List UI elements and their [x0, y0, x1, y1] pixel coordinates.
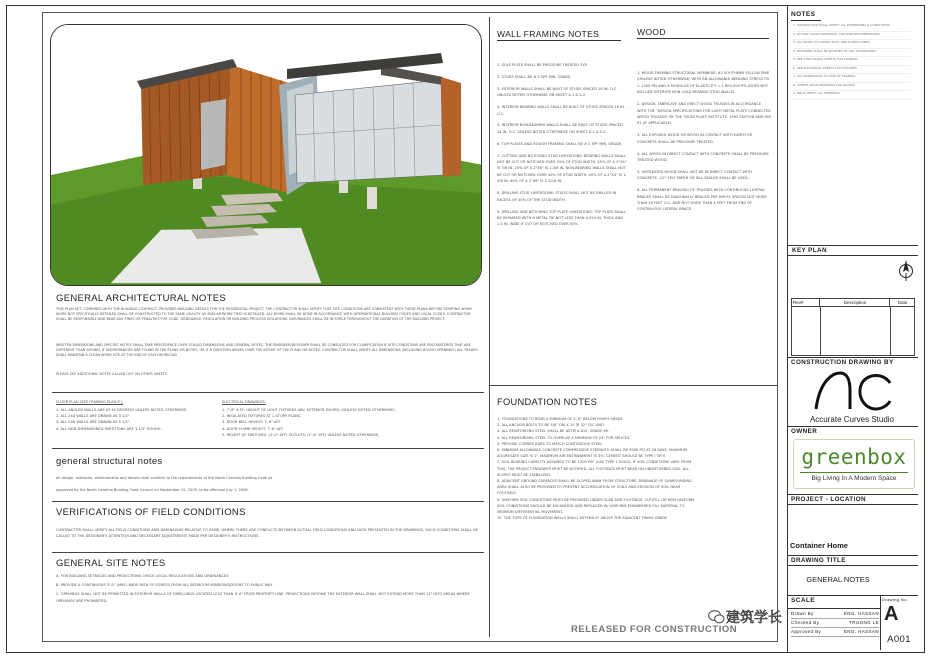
notes-underline	[791, 20, 821, 21]
structural-l2: approved by the North Carolina Building Code Council on September 15, 2005, to be effective July 1, 2006.	[56, 488, 249, 492]
sheet-number: A001	[887, 634, 911, 645]
site-item: A. FOR BUILDING SETBACKS AND PROJECTIONS CHECK LOCAL REGULATIONS AND ORDINANCES	[56, 574, 229, 578]
watermark-text: 建筑学长	[726, 610, 782, 626]
foundation-item: 8. ADJACENT GROUND SURFACES SHALL BE SLOPED AWAY FROM STRUCTURE. DRAINAGE OF SURROUNDING AREA SHALL ALSO BE PROVIDED TO PREVENT ACCUMULATION OF SOILS AND EROSION OF SOIL NEAR FOOTINGS.	[497, 479, 692, 496]
drawing-no-label: Drawing No.	[882, 597, 909, 602]
note-line: 2. DO NOT SCALE DRAWINGS, USE WRITTEN DIMENSIONS	[793, 32, 911, 41]
drawn-by: ENG. HASSAN	[843, 611, 879, 616]
rev-col-line	[820, 307, 821, 355]
verifications-text: CONTRACTOR SHALL VERIFY ALL FIELD CONDITIONS AND DIMENSIONS RELATIVE TO SAME, WHERE THERE ARE CONFLICTS BETWEEN ACTUAL FIELD CONDITIONS AND DATA PRESENTED IN THE DRAWINGS, SUCH CONDITIONS SHALL BE CALLED TO THE DESIGNER'S ATTENTION AND NECESSARY ADJUSTMENTS MADE PER DESIGNER'S INSTRUCTIONS.	[56, 528, 478, 539]
title-block	[787, 5, 917, 653]
foundation-item: 7. SOIL BEARING CAPACITY ASSUMED TO BE 1500 PSF (USE TYPE 1 SOILS). IF SOIL CONDITIONS VARY FROM THIS, THE PROJECT ENGINEER MUST BE NOTIFIED. ALL FOOTINGS MUST BEAR ON UNDISTURBED SOIL. ALL SLOPES MUST BE STABILIZED.	[497, 460, 692, 477]
electrical-title: ELECTRICAL DRAWINGS:	[222, 400, 266, 404]
wall-framing-item: 3. EXTERIOR WALLS SHALL BE BUILT OF STUDS SPACED 16 IN. O.C. UNLESS NOTED OTHERWISE ON SHEET S-1 & S-2.	[497, 86, 618, 98]
rev-col-line	[890, 307, 891, 355]
foundation-item: 9. UNIFORM SOIL CONDITIONS MUST BE PROVIDED UNDER SLAB AND FOOTINGS. CUT/FILL OR NON-UNIFORM SOIL CONDITIONS SHOULD BE EXCAVATED AND REPLACED W/ UNIFORM ENGINEERED FILL MATERIAL TO MINIMUM DIFFERENTIAL MOVEMENT.	[497, 497, 695, 515]
divider	[52, 552, 484, 553]
approved-by: ENG. HASSAN	[843, 629, 879, 634]
sheet-divider	[788, 608, 880, 609]
note-line: 4. DESIGNER SHALL BE NOTIFIED OF ANY DISCREPANCY	[793, 49, 911, 58]
divider	[52, 501, 484, 502]
wall-framing-item: 4. INTERIOR BEARING WALLS SHALL BE BUILT OF STUDS SPACED 16 IN. O.C.	[497, 105, 626, 116]
checked-by-label: Checked By	[791, 620, 820, 625]
site-item: C. OPENINGS SHALL NOT BE PERMITTED IN EXTERIOR WALLS OF DWELLINGS LOCATED LESS THAN 3'-0" FROM PROPERTY LINE. PROJECTIONS BEYOND THE EXTERIOR WALL SHALL NOT EXTEND MORE THAN 12" INTO AREAS WHERE OPENINGS ARE PROHIBITED.	[56, 592, 470, 603]
note-line: 3. ALL WORK TO COMPLY WITH APPLICABLE CODES	[793, 40, 911, 49]
rev-header: Rev#	[792, 299, 820, 306]
sheet-divider	[880, 596, 881, 650]
drawing-title-label: DRAWING TITLE	[788, 555, 918, 566]
structural-title: general structural notes	[56, 456, 163, 467]
scale-block	[788, 595, 918, 649]
wood-item: 5. UNTREATED WOOD SHALL NOT BE IN DIRECT CONTACT WITH CONCRETE. 1/2" FELT PAPER OR SILL SEALER SHALL BE USED.	[637, 169, 752, 181]
foundation-list	[497, 416, 701, 521]
electrical-item: 2. INSULATED FIXTURES AT 1-STORY PLANS.	[222, 414, 302, 419]
wall-framing-item: 2. STUDS SHALL BE # 2 SPF MIN. GRADE.	[497, 74, 572, 79]
divider	[52, 392, 484, 393]
site-item: B. PROVIDE A CONTINUOUS 3'-0" (MIN.) WIDE PATH OF EGRESS FROM ALL BEDROOM WINDOWS/DOORS TO PUBLIC WAY.	[56, 583, 273, 588]
wall-framing-list	[497, 62, 627, 233]
sheet-letter: A	[884, 603, 899, 625]
floor-plan-item: 3. ALL 2X6 WALLS ARE DRAWN AS 5 1/2".	[56, 420, 131, 425]
signoff-list	[791, 610, 879, 637]
wall-framing-item: 5. INTERIOR NON-BEARING WALLS SHALL BE BUILT OF STUDS SPACED 24 IN. O.C. UNLESS NOTED OTHERWISE ON SHEET S-1 & S-2.	[497, 123, 623, 134]
electrical-item: 1. 7'-6" A.F.F. HEIGHT OF LIGHT FIXTURES ABV. EXTERIOR DOORS. (UNLESS NOTED OTHERWISE)	[222, 408, 395, 412]
drawn-by-label: Drawn By	[791, 611, 814, 616]
studio-name: Accurate Curves Studio	[809, 415, 895, 424]
project-name: Container Home	[790, 541, 848, 550]
note-line: 1. CONTRACTOR SHALL VERIFY ALL DIMENSIONS & CONDITIONS	[793, 23, 911, 32]
electrical-item: 4. DOOR CHIME HEIGHT: 7'-6" AFF	[222, 426, 284, 431]
foundation-item: 10. THE TOPS OF FOUNDATION WALLS SHALL EXTEND 6" ABOVE THE ADJACENT FINISH GRADE	[497, 516, 668, 521]
wall-framing-item: 9. DRILLING AND NOTCHING TOP PLATE LIMITATIONS: TOP PLATE SHALL BE REPAIRED WITH A METAL TIE NOT LESS THAN 0.054 IN. THICK AND 1.5 IN. WIDE IF CUT OR NOTCHED OVER 50%.	[497, 209, 626, 227]
wall-framing-item: 7. CUTTING AND NOTCHING STUD LIMITATIONS: BEARING WALLS SHALL NOT BE CUT OR NOTCHED OVER 25% OF STUD WIDTH. 25% OF A 2"X4" IS 7/8 IN. 25% OF A 2"X6" IS 1-3/8 IN. NON-BEARING WALLS SHALL NOT BE CUT OR NOTCHED OVER 40% OF STUD WIDTH. 40% OF A 2"X4" IS 1-3/8 IN. 40% OF A 2"X6" IS 2-3/16 IN.	[497, 153, 627, 184]
foundation-item: 1. FOUNDATIONS TO BEAR A MINIMUM OF 2'-0" BELOW FINISH GRADE	[497, 417, 623, 421]
floor-plan-item: 1. ALL ANGLED WALLS ARE AT 45 DEGREES UNLESS NOTED OTHERWISE.	[56, 408, 188, 412]
rev-header: Date	[897, 300, 908, 305]
rendering-image	[51, 25, 482, 286]
wechat-icon	[708, 609, 725, 625]
wood-item: 6. ALL PERMANENT BRACING OF TRUSSES WITH CONTINUOUS LATERAL BRACES SHALL BE DIAGONALLY BRACED PER HIB-91 SPACED NOT MORE THAN 16 FEET O.C. AND NOT MORE THAN 4 FEET FROM END OF CONTINUOUS LATERAL BRACE.	[637, 188, 767, 212]
key-plan-label: KEY PLAN	[788, 245, 918, 256]
electrical-item: 3. DOOR BELL HEIGHT: 7'-6" AFF	[222, 420, 281, 425]
floor-plan-item: 4. ALL NON-DIMENSIONED PARTITIONS ARE 3 1/2" ROUGH.	[56, 426, 162, 431]
note-line: 5. SEE STRUCTURAL SHEETS FOR FRAMING	[793, 57, 911, 66]
released-stamp: RELEASED FOR CONSTRUCTION	[571, 624, 738, 635]
drawing-title: GENERAL NOTES	[806, 575, 870, 584]
foundation-title: FOUNDATION NOTES	[497, 397, 598, 407]
divider	[52, 448, 484, 449]
wall-framing-title: WALL FRAMING NOTES	[497, 29, 621, 41]
foundation-item: 4. ALL REINFORCING STEEL TO OVERLAP A MINIMUM OF 24" FOR SPLICES.	[497, 435, 631, 440]
note-line: 7. ALL DIMENSIONS TO FACE OF FRAMING	[793, 74, 911, 83]
general-arch-p1: THIS PLAN SET, COMBINED WITH THE BUILDING CONTRACT, PROVIDES BUILDING DETAILS FOR THE RESIDENTIAL PROJECT. THE CONTRACTOR SHALL VERIFY THAT SITE CONDITIONS ARE CONSISTENT WITH THESE PLANS BEFORE STARTING WORK. WORK NOT SPECIFICALLY DETAILED SHALL BE CONSTRUCTED TO THE SAME QUALITY AS SIMILAR WORK THAT IS DETAILED. ALL WORK SHALL BE DONE IN ACCORDANCE WITH INTERNATIONAL BUILDING CODES AND LOCAL CODES. CONTRACTOR SHALL BE RESPONSIBLE AND BEAR ANY FINES OR PENALTIES FOR CODE, ORDINANCE, REGULATION OR BUILDING PROCESS VIOLATIONS. INSURANCES SHALL BE IN FORCE THROUGHOUT THE DURATION OF THE BUILDING PROJECT.	[56, 307, 473, 321]
wood-item: 2. DESIGN, FABRICATE AND ERECT WOOD TRUSSES IN ACCORDANCE WITH THE "DESIGN SPECIFICATIONS FOR LIGHT METAL PLATE CONNECTED WOOD TRUSSES" BY THE TRUSS PLATE INSTITUTE, 1995 EDITION AND HIB 91 (IF APPLICABLE).	[637, 102, 771, 126]
note-line: 8. SUBMIT SHOP DRAWINGS FOR REVIEW	[793, 83, 911, 92]
checked-by: TRUONG LE	[849, 620, 879, 625]
divider	[489, 385, 778, 386]
scale-label: SCALE	[791, 597, 816, 604]
foundation-item: 6. MINIMUM ALLOWABLE CONCRETE COMPRESSIVE STRENGTH SHALL BE 3000 PSI AT 28 DAYS. MAXIMUM AGGREGATE SIZE IS 1". MAXIMUM AIR ENTRAINMENT IS 3%. CEMENT SHOULD BE TYPE I OR II.	[497, 448, 687, 459]
accurate-curves-logo	[810, 369, 894, 413]
wood-item: 1. WOOD FRAMING STRUCTURAL MEMBERS: #2 SOUTHERN YELLOW PINE (UNLESS NOTED OTHERWISE) WITH AN ALLOWABLE BENDING STRESS FB = 1350 PSI AND A MODULUS OF ELASTICITY = 1,600,000 PSI (DOES NOT INCLUDE INTERIOR NON LOAD BEARING STUD WALLS).	[637, 71, 770, 95]
revision-table	[791, 298, 915, 356]
greenbox-logo	[793, 439, 915, 489]
project-location-label: PROJECT - LOCATION	[788, 494, 918, 505]
site-title: GENERAL SITE NOTES	[56, 558, 166, 569]
wood-list	[637, 70, 771, 218]
site-list	[56, 573, 482, 604]
wood-item: 3. ALL EXPOSED WOOD OR WOOD IN CONTACT WITH EARTH OR CONCRETE SHALL BE PRESSURE TREATED.	[637, 133, 753, 144]
wall-framing-item: 8. DRILLING STUD LIMITATIONS: STUDS SHALL NOT BE DRILLED IN EXCESS OF 40% OF THE STUD WIDTH.	[497, 191, 617, 202]
general-arch-title: GENERAL ARCHITECTURAL NOTES	[56, 293, 226, 304]
approved-by-label: Approved By	[791, 629, 822, 634]
structural-l1: all design, materials, workmanship and details shall conform to the requirements of the North Carolina Building Code as	[56, 476, 273, 480]
column-divider	[489, 17, 490, 637]
wood-item: 4. ALL WOOD IN DIRECT CONTACT WITH CONCRETE SHALL BE PRESSURE TREATED WOOD.	[637, 151, 769, 162]
owner-tagline: Big Living In A Modern Space	[800, 472, 908, 482]
notes-lines	[793, 23, 911, 100]
floor-plan-title: FLOOR PLAN (SEE FRAMING PLAN IF):	[56, 400, 124, 404]
owner-name: greenbox	[801, 445, 907, 469]
construction-by-label: CONSTRUCTION DRAWING BY	[788, 357, 918, 367]
north-arrow-icon	[898, 259, 914, 283]
general-arch-p2: WRITTEN DIMENSIONS AND SPECIFIC NOTES SHALL TAKE PRECEDENCE OVER SCALED DIMENSIONS AND GENERAL NOTES. THE ENGINEER/DESIGNER SHALL BE CONSULTED FOR CLARIFICATION IF SITE CONDITIONS ARE ENCOUNTERED THAT ARE DIFFERENT THAN SHOWN, IF DISCREPANCIES ARE FOUND IN THE PLANS OR NOTES, OR IF A QUESTION ARISES OVER THE INTENT OF THE PLANS OR NOTES. CONTRACTOR SHALL VERIFY ALL DIMENSIONS (INCLUDING ROUGH OPENINGS) ALL TRADES SHALL MAINTAIN A CLEAN WORK SITE AT THE END OF EACH WORK DAY.	[56, 343, 478, 357]
electrical-list	[222, 407, 482, 438]
rev-header: Description	[820, 299, 890, 306]
floor-plan-item: 2. ALL 2X4 WALLS ARE DRAWN AS 3 1/2".	[56, 414, 131, 419]
foundation-item: 3. ALL REINFORCING STEEL SHALL BE ASTM A-615, GRADE 60.	[497, 429, 610, 434]
wechat-watermark	[708, 604, 782, 630]
owner-label: OWNER	[788, 426, 918, 436]
notes-title: NOTES	[791, 11, 816, 18]
electrical-item: 5. HEIGHT OF SWITCHES, (4'-0" AFF) OUTLETS, (1'-6" AFF) UNLESS NOTED OTHERWISE.	[222, 432, 380, 437]
wall-framing-item: 6. TOP PLATES AND ROUGH FRAMING SHALL BE # 2 SPF MIN. GRADE.	[497, 141, 623, 146]
floor-plan-list	[56, 407, 216, 432]
wall-framing-item: 1. SOLE PLATE SHALL BE PRESSURE TREATED SYP.	[497, 63, 588, 67]
note-line: 6. SEE ELECTRICAL SHEETS FOR FIXTURES	[793, 66, 911, 75]
general-arch-p3: PLEASE SEE ADDITIONAL NOTES CALLED OUT ON OTHER SHEETS.	[56, 372, 169, 376]
container-home-rendering	[50, 24, 482, 286]
foundation-item: 5. PROVIDE CORNER BARS TO MATCH CONTINUOUS STEEL.	[497, 441, 604, 446]
wood-title: WOOD	[637, 27, 769, 39]
note-line: 9. FIELD VERIFY ALL OPENINGS	[793, 91, 911, 100]
foundation-item: 2. ALL ANCHOR BOLTS TO BE 5/8" DIA X 10 @ 32" O/C UNO.	[497, 423, 605, 428]
verifications-title: VERIFICATIONS OF FIELD CONDITIONS	[56, 507, 246, 518]
